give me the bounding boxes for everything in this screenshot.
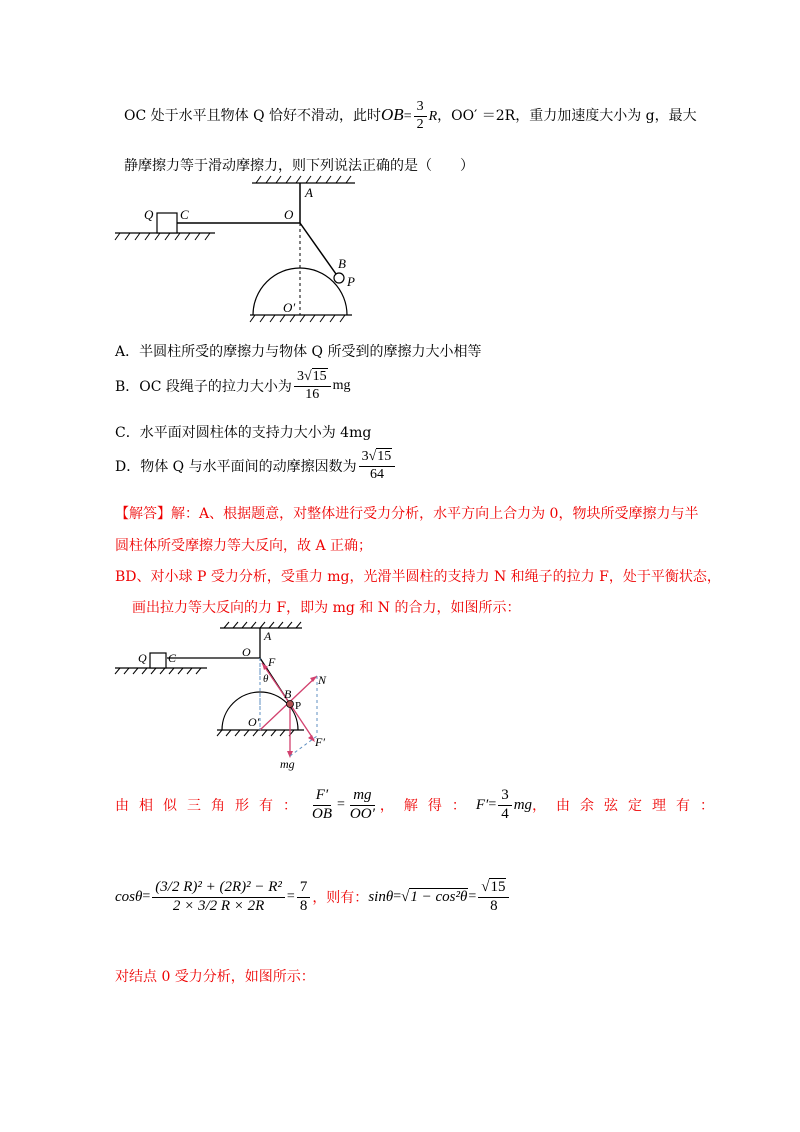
ceiling-hatch-2	[224, 622, 301, 628]
node-analysis-line: 对结点 0 受力分析，如图所示：	[115, 969, 315, 985]
option-b	[115, 370, 351, 402]
label-o: O	[284, 207, 294, 222]
svg-text:F′: F′	[315, 735, 325, 749]
cos-value: $\frac{7}{8}$	[297, 880, 311, 915]
solve-label: ，解得：	[379, 798, 476, 815]
cos-lhs: cosθ	[115, 888, 143, 905]
block-q-2	[150, 653, 166, 668]
cosine-line: cosθ = $\frac{\text{(3/2 R)² + (2R)² − R²}}{2 \times 3/2 R \times 2R}$ = $\frac{7}{8}$ ，则有： sinθ = √1 − cos²θ = $\frac{√15}{8}$	[115, 880, 511, 915]
option-b-prefix: B．OC 段绳子的拉力大小为	[115, 379, 292, 396]
option-d-prefix: D．物体 Q 与水平面间的动摩擦因数为	[115, 459, 357, 476]
svg-text:A: A	[264, 629, 272, 643]
solve-fraction: $\frac{3}{4}$	[498, 788, 512, 823]
ground-bottom-hatch-2	[217, 730, 294, 736]
sin-lhs: sinθ	[368, 888, 394, 905]
intro-line-2: 静摩擦力等于滑动摩擦力，则下列说法正确的是（ ）	[124, 158, 474, 174]
label-o-prime: O′	[283, 300, 296, 315]
ceiling-hatch	[256, 176, 351, 183]
answer-line-1: 【解答】解：A、根据题意，对整体进行受力分析，水平方向上合力为 0，物块所受摩擦力与半	[115, 506, 699, 522]
fraction-3-2: $\frac{3}{2}$	[414, 100, 427, 132]
ground-left-hatch-2	[115, 668, 201, 674]
label-b: B	[338, 256, 346, 271]
intro-text-1a: OC 处于水平且物体 Q 恰好不滑动，此时	[124, 108, 382, 125]
svg-text:O′: O′	[248, 715, 260, 729]
option-d-fraction: $\frac{3√15}{64}$	[359, 450, 396, 482]
answer-line-3: BD、对小球 P 受力分析，受重力 mg，光滑半圆柱的支持力 N 和绳子的拉力 F，处于平衡状态，	[115, 569, 721, 585]
cos-expression: $\frac{\text{(3/2 R)² + (2R)² − R²}}{2 \times 3/2 R \times 2R}$	[152, 880, 285, 915]
rope-ob	[300, 223, 336, 274]
svg-text:O: O	[242, 645, 251, 659]
ground-bottom-hatch	[250, 315, 345, 322]
option-c: C．水平面对圆柱体的支持力大小为 4mg	[115, 425, 372, 441]
svg-text:mg: mg	[280, 757, 295, 771]
svg-text:Q: Q	[138, 651, 147, 665]
block-q	[157, 213, 177, 233]
svg-text:N: N	[318, 673, 327, 687]
r-variable: R	[428, 109, 438, 125]
ball-p	[334, 273, 344, 283]
label-a: A	[305, 185, 313, 200]
solve-rhs: mg	[513, 796, 533, 813]
svg-text:C: C	[168, 651, 177, 665]
ob-variable: OB	[381, 105, 404, 125]
sin-sqrt: √1 − cos²θ	[401, 888, 468, 905]
option-b-fraction: $\frac{3√15}{16}$	[294, 370, 331, 402]
similar-triangles-line: 由相似三角形有： $\frac{F'}{OB}$ = $\frac{mg}{OO'}$ ，解得： F′ = $\frac{3}{4}$ mg ，由余弦定理有：	[115, 787, 725, 822]
option-a: A．半圆柱所受的摩擦力与物体 Q 所受到的摩擦力大小相等	[115, 344, 482, 360]
option-b-suffix: mg	[332, 378, 351, 394]
force-f-prime	[290, 704, 314, 740]
label-p: P	[347, 274, 355, 289]
svg-text:θ: θ	[263, 673, 269, 685]
svg-text:B: B	[284, 687, 292, 701]
sin-value: $\frac{√15}{8}$	[478, 880, 509, 915]
solve-lhs: F′	[475, 796, 489, 813]
figure-2-diagram	[112, 618, 337, 773]
option-d	[115, 450, 397, 482]
ground-left-hatch	[115, 233, 210, 240]
ratio-mg-oo: $\frac{mg}{OO'}$	[349, 787, 375, 822]
equals-sign: =	[403, 109, 412, 125]
label-q: Q	[144, 207, 154, 222]
intro-line-1	[124, 100, 697, 132]
ball-p-2	[287, 701, 294, 708]
answer-line-4: 画出拉力等大反向的力 F，即为 mg 和 N 的合力，如图所示：	[132, 600, 521, 616]
then-label: ，则有：	[312, 890, 369, 907]
answer-line-2: 圆柱体所受摩擦力等大反向，故 A 正确；	[115, 538, 373, 554]
svg-text:P: P	[295, 700, 302, 712]
cosine-label: ，由余弦定理有：	[532, 798, 725, 815]
svg-text:F: F	[268, 655, 276, 669]
ratio-f-ob: $\frac{F'}{OB}$	[312, 787, 332, 822]
answer-tag: 【解答】	[115, 506, 171, 522]
figure-1-diagram	[110, 175, 370, 330]
intro-text-1b: ，OO′ ＝2R，重力加速度大小为 g，最大	[437, 108, 697, 125]
similar-label: 由相似三角形有：	[115, 798, 307, 815]
label-c: C	[180, 207, 189, 222]
